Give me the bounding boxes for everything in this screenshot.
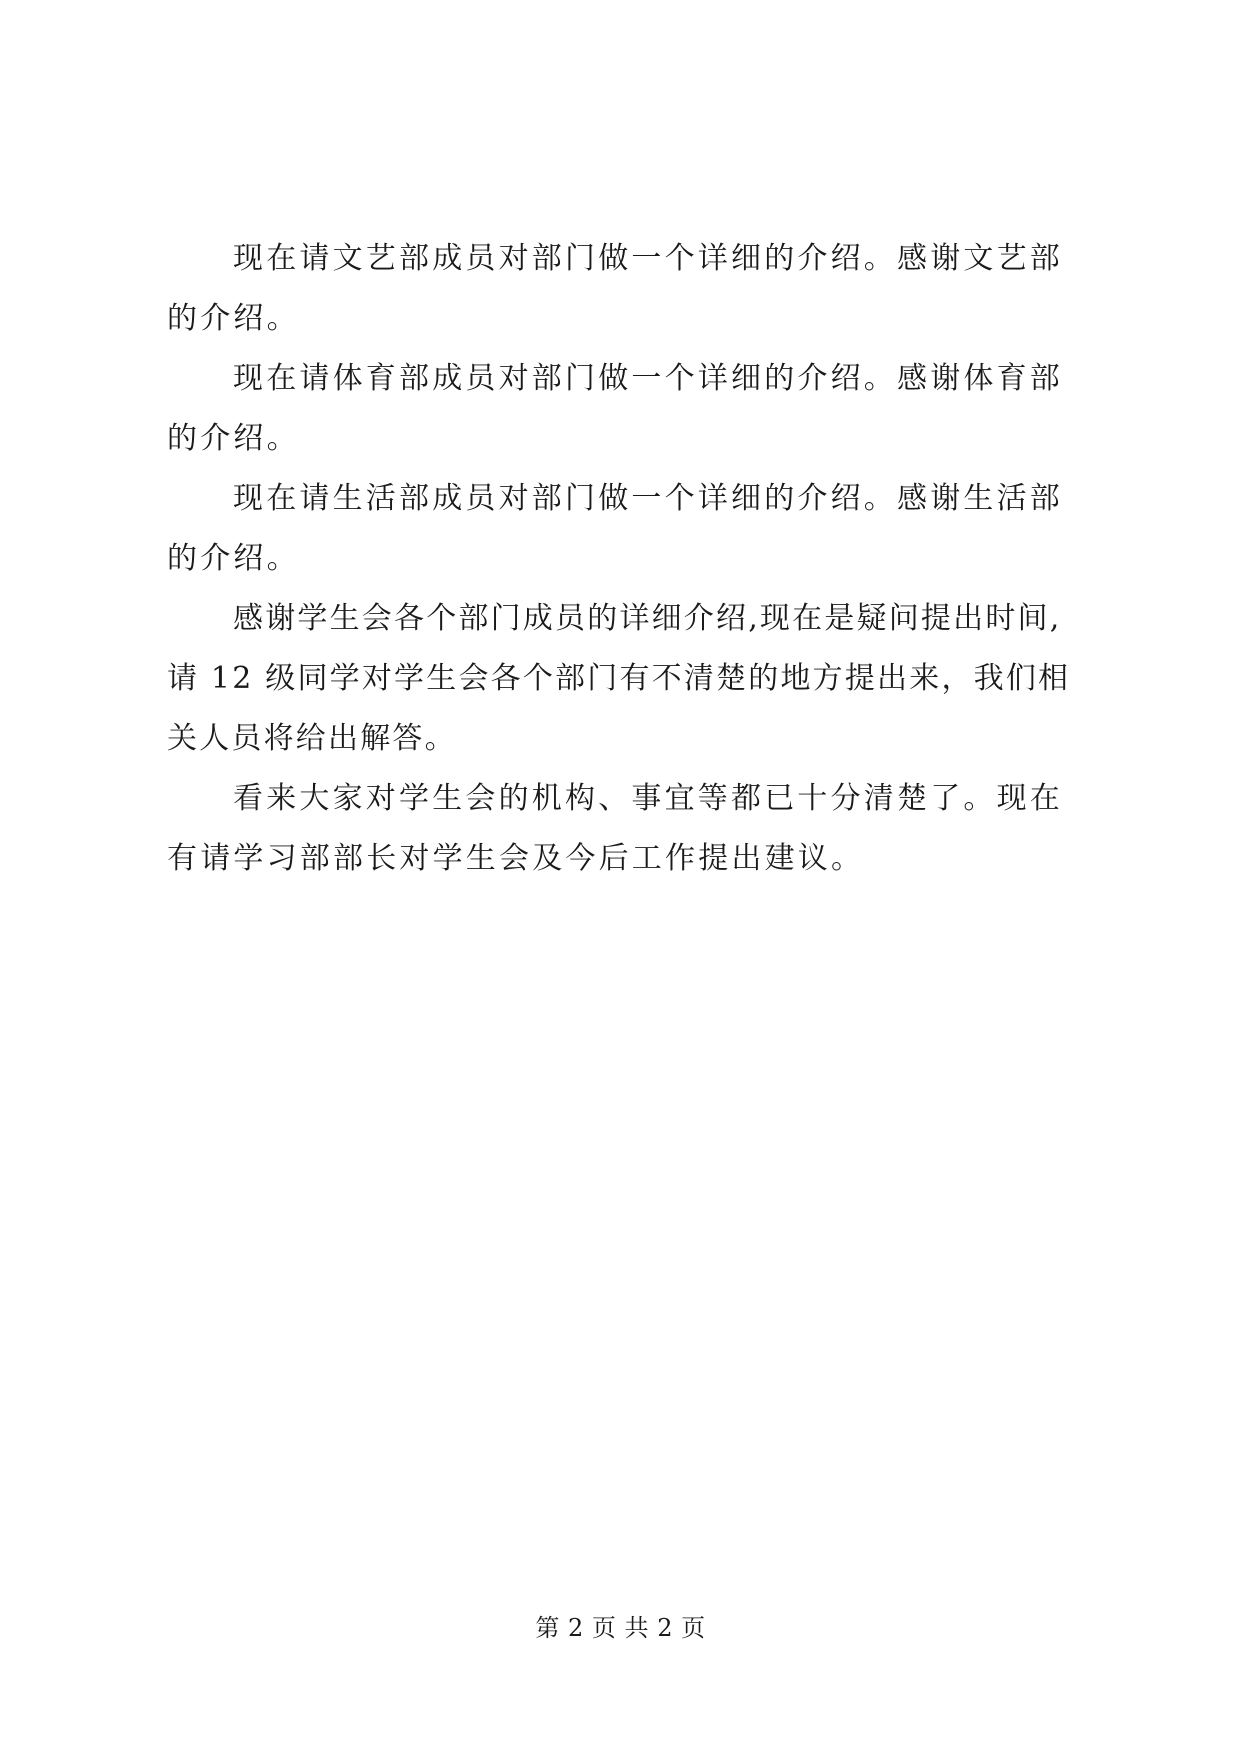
paragraph-literature-dept: 现在请文艺部成员对部门做一个详细的介绍。感谢文艺部的介绍。 xyxy=(167,241,1063,336)
paragraph-questions: 感谢学生会各个部门成员的详细介绍,现在是疑问提出时间,请 12 级同学对学生会各个部门有不清楚的地方提出来，我们相关人员将给出解答。 xyxy=(167,601,1071,756)
page-number-footer: 第 2 页 共 2 页 xyxy=(535,1614,706,1642)
document-body xyxy=(167,229,1087,889)
paragraph-suggestions: 看来大家对学生会的机构、事宜等都已十分清楚了。现在有请学习部部长对学生会及今后工作提出建议。 xyxy=(167,781,1063,876)
paragraph-life-dept: 现在请生活部成员对部门做一个详细的介绍。感谢生活部的介绍。 xyxy=(167,481,1063,576)
paragraph-sports-dept: 现在请体育部成员对部门做一个详细的介绍。感谢体育部的介绍。 xyxy=(167,361,1063,456)
